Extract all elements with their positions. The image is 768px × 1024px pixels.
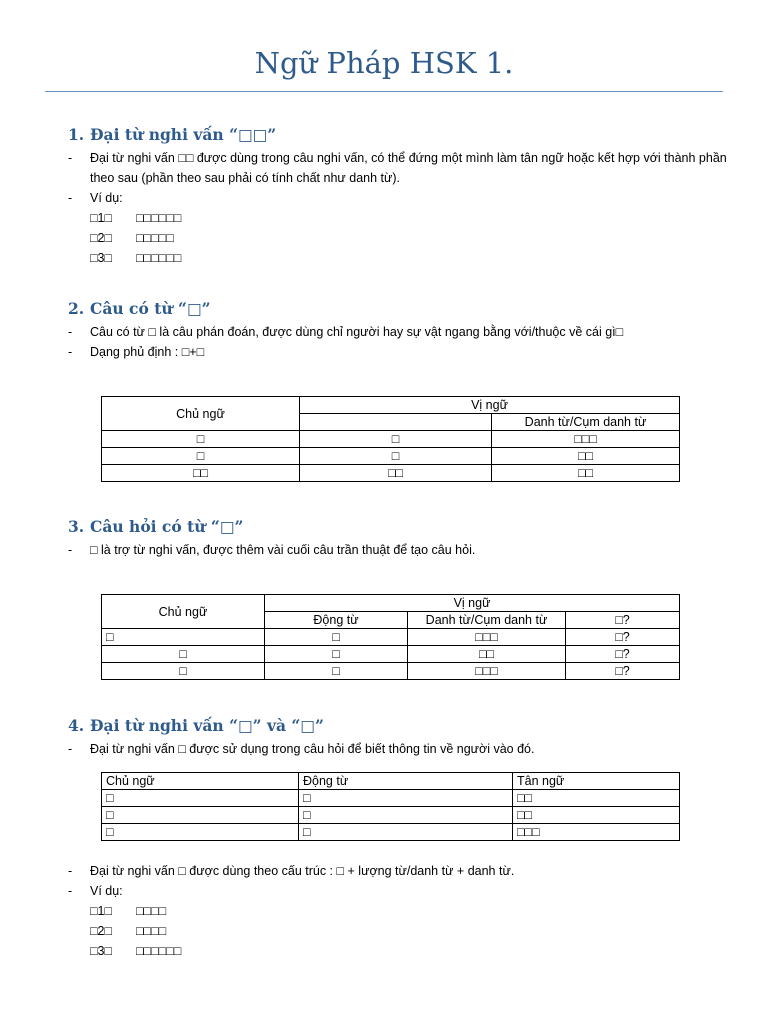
section-2-number: 2.	[68, 299, 85, 318]
section-1-example-2: □2□ □□□□□	[90, 231, 174, 245]
section-2-bullet-1: - Câu có từ □ là câu phán đoán, được dùng chỉ người hay sự vật ngang bằng với/thuộc về cái gì□	[68, 325, 624, 339]
section-3-bullet-1: - □ là trợ từ nghi vấn, được thêm vài cuối câu trần thuật để tạo câu hỏi.	[68, 543, 476, 557]
table-header-question: □?	[566, 612, 680, 629]
section-4-example-3: □3□ □□□□□□	[90, 944, 182, 958]
section-1	[68, 124, 750, 268]
table-header-predicate: Vị ngữ	[265, 595, 680, 612]
table-row: □ □ □□□ □?	[102, 663, 680, 680]
table-row: □ □ □□□	[102, 431, 680, 448]
section-1-bullet-1: - Đại từ nghi vấn □□ được dùng trong câu nghi vấn, có thể đứng một mình làm tân ngữ hoặc kết hợp với thành phần theo sau (phần theo sau phải có tính chất như danh từ).	[68, 151, 727, 185]
section-1-example-1: □1□ □□□□□□	[90, 211, 182, 225]
table-row: □ □ □□	[102, 807, 680, 824]
section-4-bullet-2: - Đại từ nghi vấn □ được dùng theo cấu trúc : □ + lượng từ/danh từ + danh từ.	[68, 864, 515, 878]
section-3	[68, 516, 750, 560]
section-2	[68, 298, 750, 362]
section-4-bullet-1: - Đại từ nghi vấn □ được sử dụng trong câu hỏi để biết thông tin về người vào đó.	[68, 742, 535, 756]
section-3-table	[101, 594, 680, 680]
table-row: □ □ □□	[102, 448, 680, 465]
table-header-subject: Chủ ngữ	[102, 397, 300, 431]
section-4-bullet-3: - Ví dụ:	[68, 884, 123, 898]
section-4	[68, 715, 750, 759]
table-row: □ □ □□ □?	[102, 646, 680, 663]
section-1-example-3: □3□ □□□□□□	[90, 251, 182, 265]
section-2-table	[101, 396, 680, 482]
table-header-verb: Động từ	[299, 773, 513, 790]
section-4-heading	[68, 715, 750, 737]
table-row: □ □ □□	[102, 790, 680, 807]
section-1-title: Đại từ nghi vấn “□□”	[90, 125, 277, 144]
table-header-subject: Chủ ngữ	[102, 595, 265, 629]
section-3-heading	[68, 516, 750, 538]
section-2-heading	[68, 298, 750, 320]
section-1-heading	[68, 124, 750, 146]
section-1-number: 1.	[68, 125, 85, 144]
section-1-bullet-2: - Ví dụ:	[68, 191, 123, 205]
section-4-example-2: □2□ □□□□	[90, 924, 167, 938]
table-header-noun: Danh từ/Cụm danh từ	[492, 414, 680, 431]
section-4-continued	[68, 861, 750, 961]
table-header-object: Tân ngữ	[513, 773, 680, 790]
section-4-title: Đại từ nghi vấn “□” và “□”	[90, 716, 324, 735]
table-header-predicate: Vị ngữ	[300, 397, 680, 414]
title-divider	[45, 91, 723, 92]
table-header-verb: Động từ	[265, 612, 408, 629]
table-row: □□ □□ □□	[102, 465, 680, 482]
table-header-subject: Chủ ngữ	[102, 773, 299, 790]
table-header-empty	[300, 414, 492, 431]
section-4-number: 4.	[68, 716, 85, 735]
section-2-bullet-2: - Dạng phủ định : □+□	[68, 345, 205, 359]
section-3-number: 3.	[68, 517, 85, 536]
section-4-table	[101, 772, 680, 841]
table-row: □ □ □□□	[102, 824, 680, 841]
document-title: Ngữ Pháp HSK 1.	[254, 46, 514, 80]
section-2-title: Câu có từ “□”	[90, 299, 211, 318]
table-header-noun: Danh từ/Cụm danh từ	[408, 612, 566, 629]
section-4-example-1: □1□ □□□□	[90, 904, 167, 918]
table-row: □ □ □□□ □?	[102, 629, 680, 646]
section-3-title: Câu hỏi có từ “□”	[90, 517, 244, 536]
